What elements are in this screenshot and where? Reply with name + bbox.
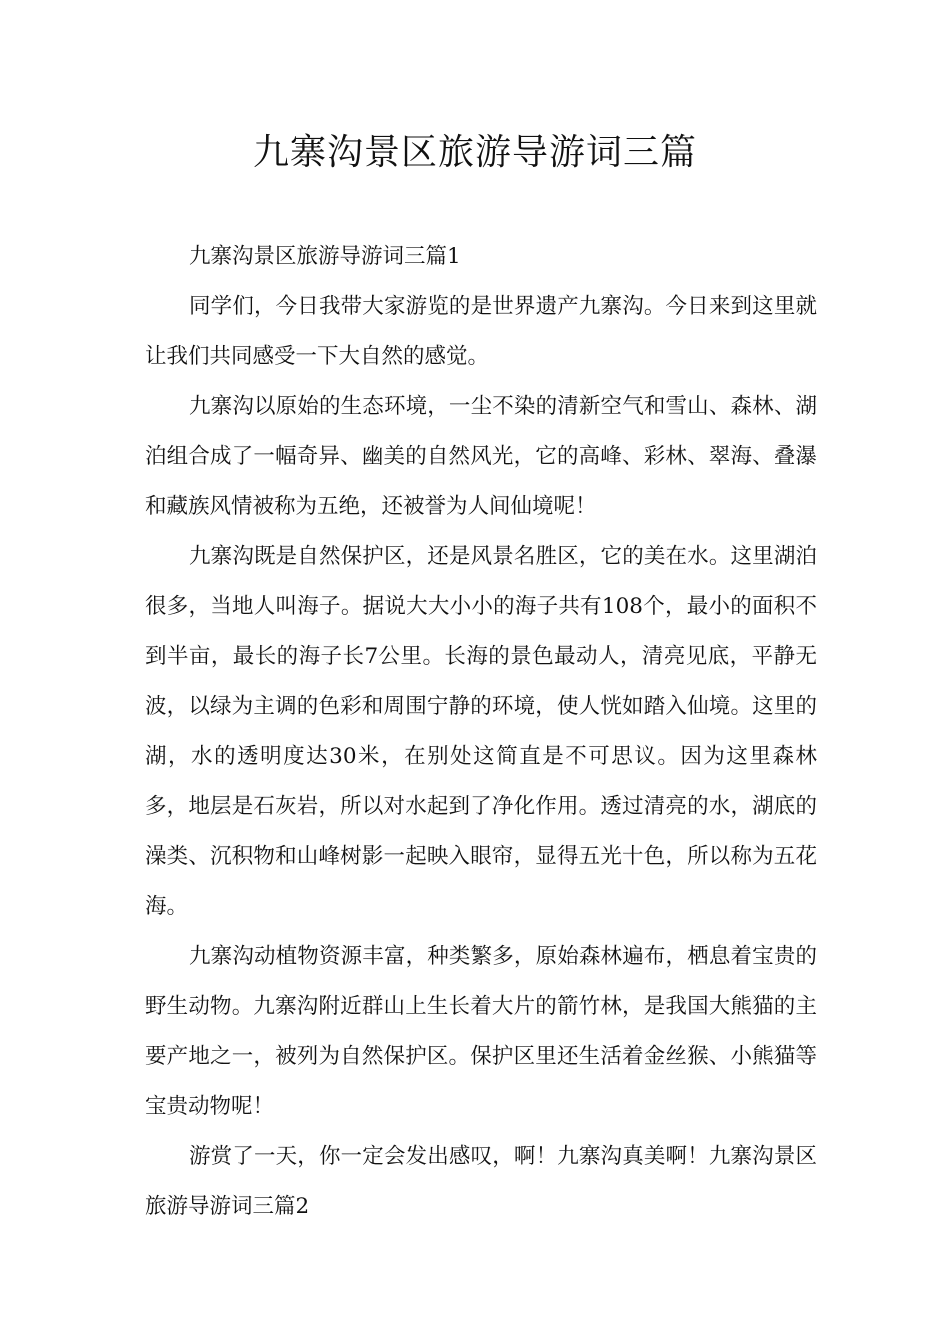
paragraph-section-heading: 九寨沟景区旅游导游词三篇1 (189, 244, 461, 269)
paragraph-wildlife: 九寨沟动植物资源丰富，种类繁多，原始森林遍布，栖息着宝贵的野生动物。九寨沟附近群山上生长着大片的箭竹林，是我国大熊猫的主要产地之一，被列为自然保护区。保护区里还生活着金丝猴、小熊猫等宝贵动物呢！ (145, 944, 817, 1119)
paragraph-lakes: 九寨沟既是自然保护区，还是风景名胜区，它的美在水。这里湖泊很多，当地人叫海子。据说大大小小的海子共有108个，最小的面积不到半亩，最长的海子长7公里。长海的景色最动人，清亮见底，平静无波，以绿为主调的色彩和周围宁静的环境，使人恍如踏入仙境。这里的湖，水的透明度达30米，在别处这简直是不可思议。因为这里森林多，地层是石灰岩，所以对水起到了净化作用。透过清亮的水，湖底的澡类、沉积物和山峰树影一起映入眼帘，显得五光十色，所以称为五花海。 (145, 544, 817, 919)
paragraph-intro: 同学们，今日我带大家游览的是世界遗产九寨沟。今日来到这里就让我们共同感受一下大自然的感觉。 (145, 294, 817, 369)
paragraph-closing: 游赏了一天，你一定会发出感叹，啊！九寨沟真美啊！九寨沟景区旅游导游词三篇2 (145, 1144, 817, 1219)
paragraph-ecology: 九寨沟以原始的生态环境，一尘不染的清新空气和雪山、森林、湖泊组合成了一幅奇异、幽美的自然风光，它的高峰、彩林、翠海、叠瀑和藏族风情被称为五绝，还被誉为人间仙境呢！ (145, 394, 817, 519)
document-title: 九寨沟景区旅游导游词三篇 (252, 132, 697, 173)
document-body (145, 232, 817, 1232)
